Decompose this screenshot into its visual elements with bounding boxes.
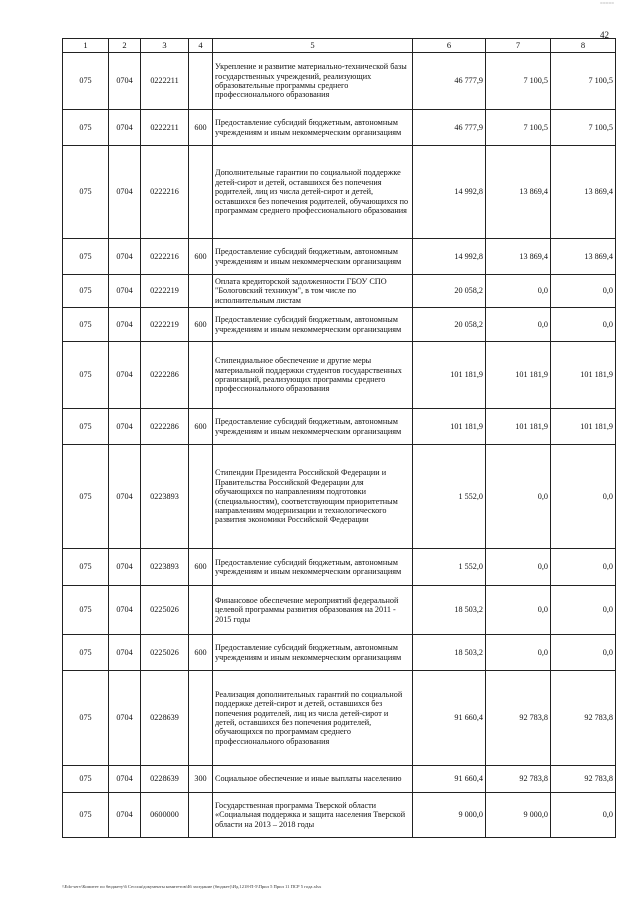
cell-amount-1: 101 181,9	[413, 342, 486, 409]
cell-description: Финансовое обеспечение мероприятий федеральной целевой программы развития образования на 2011 - 2015 годы	[213, 586, 413, 635]
column-header-7: 7	[486, 39, 551, 53]
cell-expense-type: 600	[189, 549, 213, 586]
cell-expense-type: 600	[189, 239, 213, 275]
cell-target-code: 0222286	[141, 342, 189, 409]
cell-expense-type	[189, 53, 213, 110]
column-header-4: 4	[189, 39, 213, 53]
cell-amount-2: 7 100,5	[486, 53, 551, 110]
table-row	[63, 793, 616, 838]
cell-expense-type	[189, 586, 213, 635]
footer-file-path: \\Edo-serv\Комитет по бюджету\6 Сессия\документы комитетов\46 заседание (бюджет)\Ид.1218-П-5\Прил 5 Прил 11 ПСР 5 года.xlsx	[62, 884, 322, 889]
cell-description: Предоставление субсидий бюджетным, автономным учреждениям и иным некоммерческим организациям	[213, 635, 413, 671]
cell-amount-1: 20 058,2	[413, 308, 486, 342]
cell-amount-2: 0,0	[486, 549, 551, 586]
cell-section: 0704	[109, 110, 141, 146]
cell-description: Предоставление субсидий бюджетным, автономным учреждениям и иным некоммерческим организациям	[213, 110, 413, 146]
column-header-2: 2	[109, 39, 141, 53]
cell-description: Реализация дополнительных гарантий по социальной поддержке детей-сирот и детей, оставшихся без попечения родителей, лиц из числа детей-сирот и детей, оставшихся без попечения родителей, обучающихся по программам среднего профессионального образования	[213, 671, 413, 766]
cell-amount-2: 13 869,4	[486, 146, 551, 239]
cell-amount-1: 18 503,2	[413, 635, 486, 671]
cell-description: Предоставление субсидий бюджетным, автономным учреждениям и иным некоммерческим организациям	[213, 549, 413, 586]
cell-amount-2: 92 783,8	[486, 766, 551, 793]
cell-amount-1: 14 992,8	[413, 239, 486, 275]
cell-target-code: 0222211	[141, 110, 189, 146]
cell-target-code: 0222219	[141, 275, 189, 308]
cell-amount-2: 0,0	[486, 275, 551, 308]
cell-section: 0704	[109, 308, 141, 342]
cell-description: Предоставление субсидий бюджетным, автономным учреждениям и иным некоммерческим организациям	[213, 308, 413, 342]
cell-ministry: 075	[63, 308, 109, 342]
table-row	[63, 146, 616, 239]
cell-expense-type: 300	[189, 766, 213, 793]
table-row	[63, 409, 616, 445]
cell-target-code: 0222216	[141, 146, 189, 239]
cell-amount-2: 92 783,8	[486, 671, 551, 766]
cell-target-code: 0222286	[141, 409, 189, 445]
table-row	[63, 342, 616, 409]
cell-section: 0704	[109, 766, 141, 793]
column-header-8: 8	[551, 39, 616, 53]
cell-amount-3: 92 783,8	[551, 671, 616, 766]
cell-amount-3: 7 100,5	[551, 110, 616, 146]
cell-section: 0704	[109, 275, 141, 308]
cell-amount-3: 0,0	[551, 308, 616, 342]
cell-amount-1: 46 777,9	[413, 110, 486, 146]
cell-ministry: 075	[63, 586, 109, 635]
cell-target-code: 0228639	[141, 766, 189, 793]
cell-amount-2: 101 181,9	[486, 409, 551, 445]
table-row	[63, 110, 616, 146]
table-row	[63, 671, 616, 766]
cell-amount-3: 92 783,8	[551, 766, 616, 793]
cell-ministry: 075	[63, 342, 109, 409]
cell-expense-type	[189, 146, 213, 239]
cell-target-code: 0600000	[141, 793, 189, 838]
cell-section: 0704	[109, 549, 141, 586]
table-row	[63, 586, 616, 635]
cell-amount-1: 1 552,0	[413, 549, 486, 586]
cell-description: Стипендии Президента Российской Федерации и Правительства Российской Федерации для обучающихся по направлениям подготовки (специальностям), соответствующим приоритетным направлениям модернизации и технологического развития экономики Российской Федерации	[213, 445, 413, 549]
column-header-1: 1	[63, 39, 109, 53]
table-row	[63, 766, 616, 793]
cell-target-code: 0222216	[141, 239, 189, 275]
column-header-3: 3	[141, 39, 189, 53]
cell-expense-type: 600	[189, 308, 213, 342]
cell-expense-type: 600	[189, 409, 213, 445]
cell-ministry: 075	[63, 409, 109, 445]
cell-amount-3: 0,0	[551, 275, 616, 308]
cell-amount-2: 0,0	[486, 445, 551, 549]
cell-section: 0704	[109, 146, 141, 239]
cell-ministry: 075	[63, 671, 109, 766]
cell-section: 0704	[109, 635, 141, 671]
cell-ministry: 075	[63, 110, 109, 146]
cell-description: Укрепление и развитие материально-технической базы государственных учреждений, реализующих образовательные программы среднего профессионального образования	[213, 53, 413, 110]
cell-amount-2: 9 000,0	[486, 793, 551, 838]
cell-ministry: 075	[63, 549, 109, 586]
cell-target-code: 0222211	[141, 53, 189, 110]
column-header-5: 5	[213, 39, 413, 53]
cell-amount-1: 20 058,2	[413, 275, 486, 308]
cell-ministry: 075	[63, 146, 109, 239]
cell-amount-1: 9 000,0	[413, 793, 486, 838]
cell-amount-2: 0,0	[486, 635, 551, 671]
cell-section: 0704	[109, 53, 141, 110]
cell-target-code: 0223893	[141, 445, 189, 549]
cell-amount-1: 1 552,0	[413, 445, 486, 549]
cell-amount-1: 91 660,4	[413, 766, 486, 793]
cell-section: 0704	[109, 586, 141, 635]
table-row	[63, 549, 616, 586]
cell-target-code: 0223893	[141, 549, 189, 586]
header-row	[63, 39, 616, 53]
cell-expense-type	[189, 445, 213, 549]
cell-amount-2: 0,0	[486, 586, 551, 635]
cell-target-code: 0228639	[141, 671, 189, 766]
cell-description: Предоставление субсидий бюджетным, автономным учреждениям и иным некоммерческим организациям	[213, 239, 413, 275]
cell-description: Государственная программа Тверской области «Социальная поддержка и защита населения Тверской области на 2013 – 2018 годы	[213, 793, 413, 838]
cell-amount-2: 101 181,9	[486, 342, 551, 409]
cell-target-code: 0225026	[141, 586, 189, 635]
cell-amount-1: 18 503,2	[413, 586, 486, 635]
budget-table	[62, 38, 616, 838]
cell-ministry: 075	[63, 53, 109, 110]
cell-expense-type	[189, 793, 213, 838]
cell-amount-3: 7 100,5	[551, 53, 616, 110]
cell-description: Дополнительные гарантии по социальной поддержке детей-сирот и детей, оставшихся без попечения родителей, лиц из числа детей-сирот и детей, оставшихся без попечения родителей, обучающихся по программам среднего профессионального образования	[213, 146, 413, 239]
cell-expense-type	[189, 342, 213, 409]
cell-ministry: 075	[63, 635, 109, 671]
cell-expense-type	[189, 671, 213, 766]
cell-target-code: 0222219	[141, 308, 189, 342]
cell-expense-type	[189, 275, 213, 308]
cell-section: 0704	[109, 239, 141, 275]
table-row	[63, 275, 616, 308]
cell-ministry: 075	[63, 445, 109, 549]
cell-amount-3: 0,0	[551, 445, 616, 549]
cell-expense-type: 600	[189, 110, 213, 146]
cell-expense-type: 600	[189, 635, 213, 671]
cell-description: Стипендиальное обеспечение и другие меры материальной поддержки студентов государственных организаций, реализующих программы среднего профессионального образования	[213, 342, 413, 409]
table-row	[63, 308, 616, 342]
cell-ministry: 075	[63, 766, 109, 793]
cell-amount-3: 13 869,4	[551, 239, 616, 275]
cell-amount-3: 101 181,9	[551, 342, 616, 409]
table-row	[63, 53, 616, 110]
cell-section: 0704	[109, 793, 141, 838]
cell-amount-3: 0,0	[551, 793, 616, 838]
cell-amount-2: 13 869,4	[486, 239, 551, 275]
cell-amount-1: 91 660,4	[413, 671, 486, 766]
table-row	[63, 635, 616, 671]
column-header-6: 6	[413, 39, 486, 53]
cell-description: Оплата кредиторской задолженности ГБОУ СПО "Бологовский техникум", в том числе по исполнительным листам	[213, 275, 413, 308]
cell-section: 0704	[109, 445, 141, 549]
cell-target-code: 0225026	[141, 635, 189, 671]
cell-amount-3: 101 181,9	[551, 409, 616, 445]
cell-ministry: 075	[63, 793, 109, 838]
cell-amount-2: 0,0	[486, 308, 551, 342]
cell-amount-1: 46 777,9	[413, 53, 486, 110]
cell-amount-3: 0,0	[551, 586, 616, 635]
cell-amount-3: 0,0	[551, 635, 616, 671]
cell-ministry: 075	[63, 275, 109, 308]
cell-description: Социальное обеспечение и иные выплаты населению	[213, 766, 413, 793]
table-row	[63, 445, 616, 549]
corner-mark: =====	[600, 2, 615, 7]
cell-amount-3: 13 869,4	[551, 146, 616, 239]
cell-section: 0704	[109, 671, 141, 766]
cell-amount-1: 101 181,9	[413, 409, 486, 445]
cell-description: Предоставление субсидий бюджетным, автономным учреждениям и иным некоммерческим организациям	[213, 409, 413, 445]
cell-amount-3: 0,0	[551, 549, 616, 586]
cell-ministry: 075	[63, 239, 109, 275]
cell-section: 0704	[109, 409, 141, 445]
table-row	[63, 239, 616, 275]
cell-amount-2: 7 100,5	[486, 110, 551, 146]
cell-amount-1: 14 992,8	[413, 146, 486, 239]
page-number: 42	[600, 30, 609, 40]
cell-section: 0704	[109, 342, 141, 409]
